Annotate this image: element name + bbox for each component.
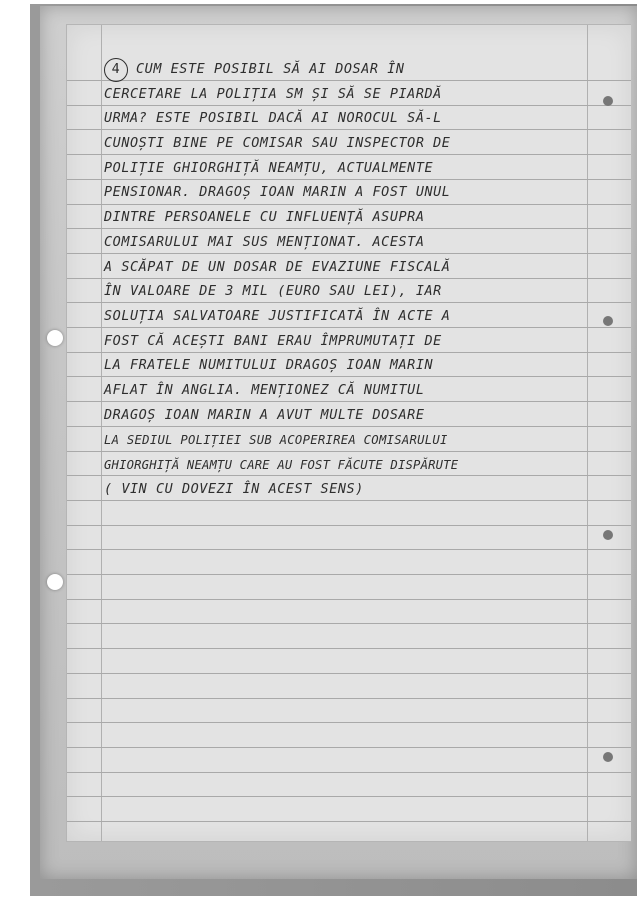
ruled-line (67, 648, 631, 649)
statement-line: AFLAT ÎN ANGLIA. MENȚIONEZ CĂ NUMITUL (104, 382, 425, 398)
punch-hole-upper (47, 330, 63, 346)
statement-line: CUNOȘTI BINE PE COMISAR SAU INSPECTOR DE (104, 136, 451, 152)
ruled-line (67, 747, 631, 748)
statement-line: SOLUȚIA SALVATOARE JUSTIFICATĂ ÎN ACTE A (104, 308, 451, 324)
statement-line: LA FRATELE NUMITULUI DRAGOȘ IOAN MARIN (104, 358, 434, 374)
binder-ring-mark (603, 530, 613, 540)
ruled-line (67, 796, 631, 797)
ruled-line (67, 673, 631, 674)
statement-line: A SCĂPAT DE UN DOSAR DE EVAZIUNE FISCALĂ (104, 259, 451, 275)
statement-line: FOST CĂ ACEȘTI BANI ERAU ÎMPRUMUTAȚI DE (104, 333, 442, 349)
ruled-line (67, 599, 631, 600)
statement-line (104, 58, 624, 83)
statement-line: POLIȚIE GHIORGHIȚĂ NEAMȚU, ACTUALMENTE (104, 160, 434, 176)
statement-line-text: CUM ESTE POSIBIL SĂ AI DOSAR ÎN (136, 62, 405, 77)
statement-line: LA SEDIUL POLIȚIEI SUB ACOPERIREA COMISARULUI (104, 433, 448, 448)
punch-hole-lower (47, 574, 63, 590)
item-number-circle: 4 (104, 58, 128, 82)
left-margin-line (101, 25, 102, 841)
ruled-line (67, 525, 631, 526)
binder-ring-mark (603, 752, 613, 762)
ruled-line (67, 722, 631, 723)
ruled-line (67, 698, 631, 699)
ruled-line (67, 574, 631, 575)
statement-line: GHIORGHIȚĂ NEAMȚU CARE AU FOST FĂCUTE DISPĂRUTE (104, 458, 459, 472)
statement-line: ÎN VALOARE DE 3 MIL (EURO SAU LEI), IAR (104, 284, 442, 300)
statement-line: COMISARULUI MAI SUS MENȚIONAT. ACESTA (104, 234, 425, 250)
ruled-line (67, 623, 631, 624)
statement-line: CERCETARE LA POLIȚIA SM ȘI SĂ SE PIARDĂ (104, 86, 442, 102)
statement-line: ( VIN CU DOVEZI ÎN ACEST SENS) (104, 481, 364, 497)
statement-line: DRAGOȘ IOAN MARIN A AVUT MULTE DOSARE (104, 407, 425, 423)
ruled-line (67, 549, 631, 550)
statement-line: URMA? ESTE POSIBIL DACĂ AI NOROCUL SĂ-L (104, 111, 442, 127)
handwritten-statement (104, 58, 624, 502)
statement-line: DINTRE PERSOANELE CU INFLUENȚĂ ASUPRA (104, 210, 425, 226)
ruled-line (67, 821, 631, 822)
statement-line: PENSIONAR. DRAGOȘ IOAN MARIN A FOST UNUL (104, 185, 451, 201)
ruled-line (67, 772, 631, 773)
